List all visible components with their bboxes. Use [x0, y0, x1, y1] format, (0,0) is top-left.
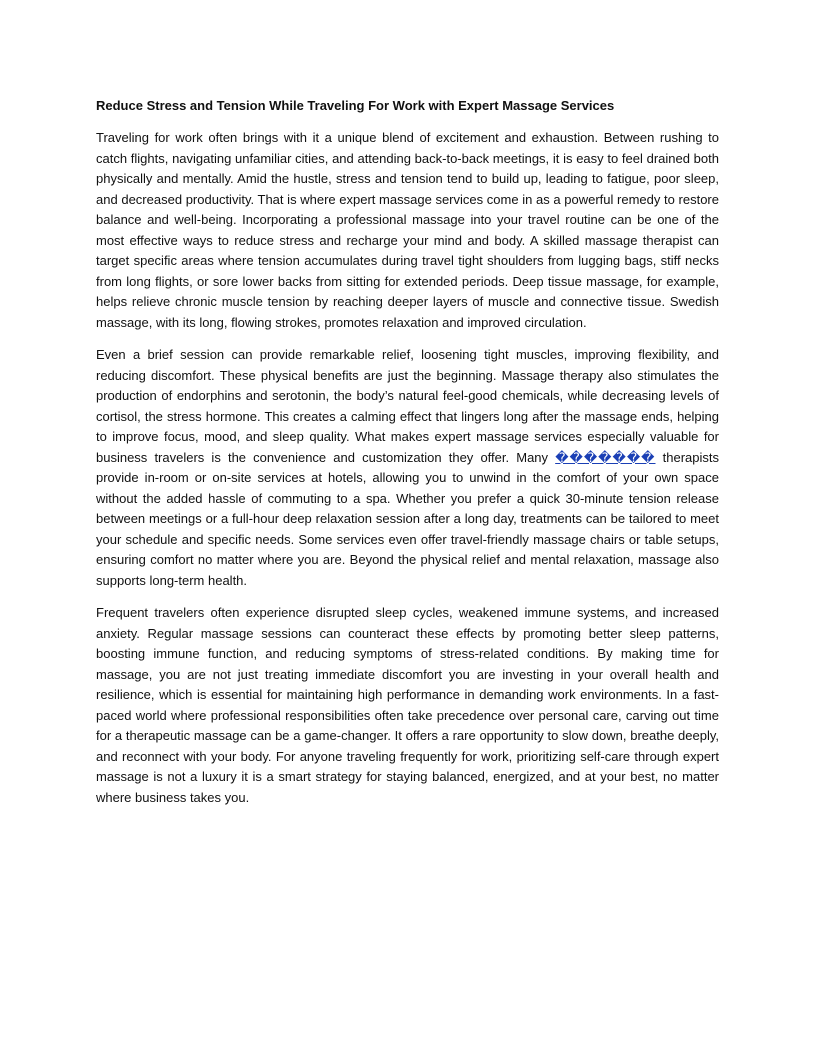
document-title: Reduce Stress and Tension While Traveling For Work with Expert Massage Services: [96, 98, 615, 113]
paragraph-2-text-after-link: therapists provide in-room or on-site services at hotels, allowing you to unwind in the comfort of your own space without the added hassle of commuting to a spa. Whether you prefer a quick 30-minute tension release between meetings or a full-hour deep relaxation session after a long day, treatments can be tailored to meet your schedule and specific needs. Some services even offer travel-friendly massage chairs or table setups, ensuring comfort no matter where you are. Beyond the physical relief and mental relaxation, massage also supports long-term health.: [96, 449, 719, 588]
paragraph-2-text-before-link: Even a brief session can provide remarkable relief, loosening tight muscles, improving flexibility, and reducing discomfort. These physical benefits are just the beginning. Massage therapy also stimulates the production of endorphins and serotonin, the body’s natural feel-good chemicals, while decreasing levels of cortisol, the stress hormone. This creates a calming effect that lingers long after the massage ends, helping to improve focus, mood, and sleep quality. What makes expert massage services especially valuable for business travelers is the convenience and customization they offer. Many: [96, 347, 719, 465]
paragraph-2: [96, 345, 719, 591]
paragraph-1: Traveling for work often brings with it a unique blend of excitement and exhaustion. Between rushing to catch flights, navigating unfamiliar cities, and attending back-to-back meetings, it is easy to feel drained both physically and mentally. Amid the hustle, stress and tension tend to build up, leading to fatigue, poor sleep, and decreased productivity. That is where expert massage services come in as a powerful remedy to restore balance and well-being. Incorporating a professional massage into your travel routine can be one of the most effective ways to reduce stress and recharge your mind and body. A skilled massage therapist can target specific areas where tension accumulates during travel tight shoulders from lugging bags, stiff necks from long flights, or sore lower backs from sitting for extended periods. Deep tissue massage, for example, helps relieve chronic muscle tension by reaching deeper layers of muscle and connective tissue. Swedish massage, with its long, flowing strokes, promotes relaxation and improved circulation.: [96, 130, 719, 330]
inline-link[interactable]: �������: [555, 449, 656, 465]
paragraph-3: Frequent travelers often experience disrupted sleep cycles, weakened immune systems, and increased anxiety. Regular massage sessions can counteract these effects by promoting better sleep patterns, boosting immune function, and reducing symptoms of stress-related conditions. By making time for massage, you are not just treating immediate discomfort you are investing in your overall health and resilience, which is essential for maintaining high performance in demanding work environments. In a fast-paced world where professional responsibilities often take precedence over personal care, carving out time for a therapeutic massage can be a game-changer. It offers a rare opportunity to slow down, breathe deeply, and reconnect with your body. For anyone traveling frequently for work, prioritizing self-care through expert massage is not a luxury it is a smart strategy for staying balanced, energized, and at your best, no matter where business takes you.: [96, 605, 719, 805]
document-page: [96, 96, 719, 820]
